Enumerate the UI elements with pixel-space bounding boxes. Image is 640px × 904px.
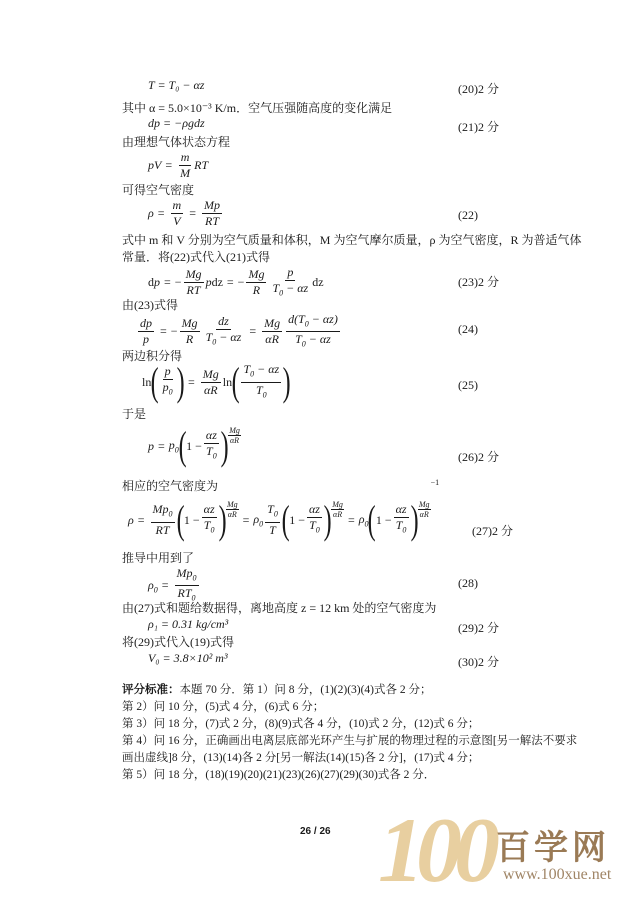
watermark-name: 百学网: [496, 828, 610, 868]
equation-21-text: dp = −ρgdz: [148, 116, 205, 130]
equation-28: $\rho_0$ = $\frac{Mp_0}{RT_0}$: [148, 566, 197, 603]
scoring-line-4: 第 4）问 16 分，正确画出电离层底部光环产生与扩展的物理过程的示意图[另一解法不要求: [122, 735, 578, 747]
text-line-6: 由(23)式得: [122, 298, 178, 312]
equation-23: d p = − $\frac{Mg}{RT}$ p dz = − $\frac{Mg}{R}$ $\frac{p}{T_0 - \alpha z}$ dz: [148, 265, 324, 298]
text-line-11: 由(27)式和题给数据得，离地高度 z = 12 km 处的空气密度为: [122, 601, 437, 615]
equation-29-text: ρ₁ = 0.31 kg/cm³: [148, 617, 229, 631]
equation-24: $\frac{dp}{p}$ = − $\frac{Mg}{R}$ $\frac{dz}{T_0 - \alpha z}$ = $\frac{Mg}{\alpha R}$ $\frac{d(T_0 - \alpha z)}{T_0 - \alpha z}$: [140, 312, 338, 349]
text-line-8: 于是: [122, 407, 147, 421]
equation-number-20: (20)2 分: [458, 82, 499, 96]
equation-ideal-gas: pV = $\frac{m}{M}$ RT: [148, 150, 209, 180]
text-line-10: 推导中用到了: [122, 551, 195, 565]
equation-21: [148, 116, 205, 131]
scoring-line-5: 画出虚线]8 分，(13)(14)各 2 分[另一解法(14)(15)各 2 分]，(17)式 4 分；: [122, 752, 480, 764]
text-line-7: 两边积分得: [122, 349, 183, 363]
text-line-12: 将(29)式代入(19)式得: [122, 635, 234, 649]
text-line-4: 式中 m 和 V 分别为空气质量和体积，M 为空气摩尔质量，ρ 为空气密度，R 为普适气体: [122, 233, 582, 247]
scoring-criteria: [122, 682, 578, 784]
equation-27: ρ = $\frac{Mp_0}{RT}$ ( 1 − $\frac{\alpha z}{T_0}$ ) $\frac{Mg}{\alpha R}$ = $\rho_0$ $\frac{T_0}{T}$ ( 1 − $\frac{\alpha z}{T_0}$ ) $\frac{Mg}{\alpha R}$ = $\rho_0$ ( 1 − $\frac{\alpha z}{T_0}$ ) $\frac{Mg}{\alpha R}$ −1: [128, 478, 440, 542]
equation-29: [148, 617, 228, 632]
scoring-label: 评分标准：: [122, 684, 180, 696]
text-line-9: 相应的空气密度为: [122, 479, 219, 493]
equation-26: p = $p_0$ ( 1 − $\frac{\alpha z}{T_0}$ ) $\frac{Mg}{\alpha R}$: [148, 423, 240, 468]
equation-number-26: (26)2 分: [458, 450, 499, 464]
equation-20: [148, 78, 204, 93]
page-number: 26 / 26: [300, 826, 331, 837]
equation-30-text: V₀ = 3.8×10² m³: [148, 651, 228, 665]
scoring-line-6: 第 5）问 18 分，(18)(19)(20)(21)(23)(26)(27)(29)(30)式各 2 分．: [122, 769, 436, 781]
equation-number-29: (29)2 分: [458, 621, 499, 635]
equation-number-27: (27)2 分: [472, 524, 513, 538]
scoring-line-3: 第 3）问 18 分，(7)式 2 分，(8)(9)式各 4 分，(10)式 2 分，(12)式 6 分；: [122, 718, 480, 730]
watermark-digits: 100: [378, 799, 492, 901]
watermark-logo: [378, 800, 640, 904]
text-line-2: 由理想气体状态方程: [122, 135, 231, 149]
scoring-line-1: 本题 70 分．第 1）问 8 分，(1)(2)(3)(4)式各 2 分；: [179, 684, 432, 696]
text-line-1: 其中 α = 5.0×10⁻³ K/m．空气压强随高度的变化满足: [122, 101, 393, 115]
equation-22: ρ = $\frac{m}{V}$ = $\frac{Mp}{RT}$: [148, 198, 220, 228]
equation-30: [148, 651, 228, 666]
equation-number-25: (25): [458, 378, 478, 392]
equation-20-text: T = T₀ − αz: [148, 78, 205, 92]
equation-number-21: (21)2 分: [458, 120, 499, 134]
equation-number-24: (24): [458, 322, 478, 336]
watermark-url: www.100xue.net: [503, 866, 612, 883]
scoring-line-2: 第 2）问 10 分，(5)式 4 分，(6)式 6 分；: [122, 701, 325, 713]
equation-number-23: (23)2 分: [458, 275, 499, 289]
equation-number-30: (30)2 分: [458, 655, 499, 669]
equation-number-22: (22): [458, 208, 478, 222]
equation-25: ln ( $\frac{p}{p_0}$ ) = $\frac{Mg}{\alpha R}$ ln ( $\frac{T_0 - \alpha z}{T_0}$ ): [142, 359, 291, 404]
text-line-3: 可得空气密度: [122, 183, 195, 197]
text-line-5: 常量．将(22)式代入(21)式得: [122, 250, 270, 264]
equation-number-28: (28): [458, 576, 478, 590]
